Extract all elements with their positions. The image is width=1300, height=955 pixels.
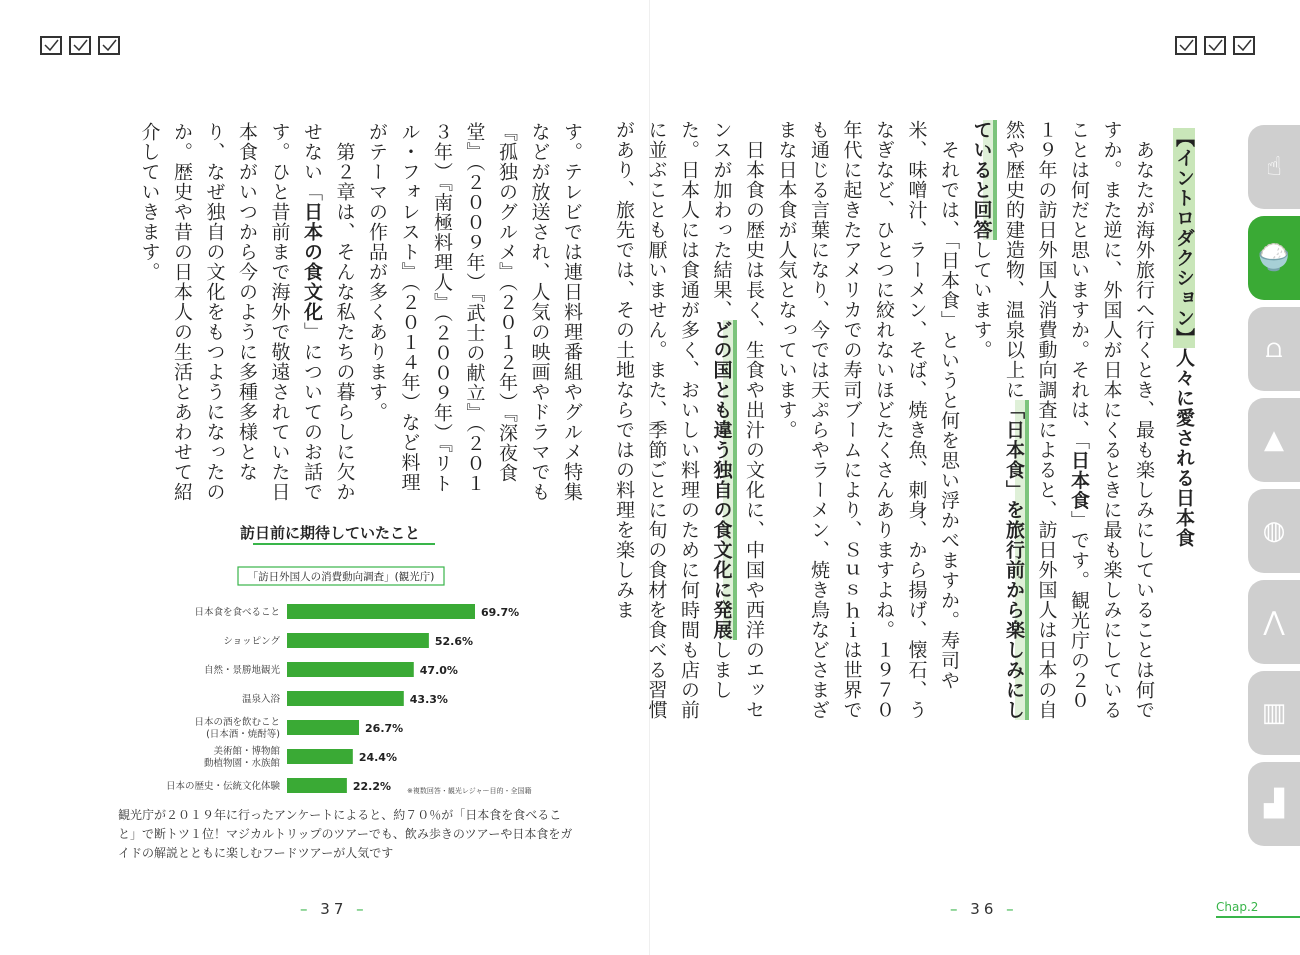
page-number-left: – 37 – — [300, 900, 368, 918]
bar — [287, 778, 347, 793]
bar-value-label: 47.0% — [419, 664, 458, 677]
building-icon: ▥ — [1261, 698, 1287, 728]
bar-value-label: 52.6% — [434, 635, 474, 648]
tab-globe[interactable] — [1248, 489, 1300, 573]
chart-title: 訪日前に期待していたこと — [239, 524, 421, 542]
highlight-phrase-2: どの国とも違う独自の食文化に発展 — [711, 320, 737, 640]
tab-food[interactable] — [1248, 216, 1300, 300]
checkbox-icon — [98, 36, 120, 55]
bar-value-label: 43.3% — [409, 693, 448, 706]
bar — [287, 691, 404, 706]
left-body-text — [133, 122, 588, 512]
praying-hands-icon: ⋀ — [1263, 607, 1285, 637]
category-label: 自然・景勝地観光 — [203, 665, 280, 676]
category-label: ショッピング — [223, 636, 280, 647]
body-paragraph-2: 第２章は、そんな私たちの暮らしに欠かせない「 — [301, 122, 356, 502]
headline-title: 人々に愛される日本食 — [1173, 348, 1195, 548]
tab-mountain[interactable] — [1248, 398, 1300, 482]
page-number-value: 36 — [970, 900, 998, 918]
paragraph-1e: しています。 — [970, 240, 993, 360]
chart-subtitle: 「訪日外国人の消費動向調査」(観光庁) — [247, 571, 435, 583]
category-label: 温泉入浴 — [241, 694, 280, 705]
page-number-right: – 36 – — [950, 900, 1018, 918]
chapter-tabs — [1248, 125, 1300, 853]
bar — [287, 633, 429, 648]
checkbox-icon — [40, 36, 62, 55]
section-headline — [1168, 128, 1200, 548]
checkbox-icons — [40, 36, 120, 55]
bar — [287, 749, 353, 764]
bold-nihonshoku: 日本食 — [1068, 450, 1090, 511]
checkbox-icon — [1175, 36, 1197, 55]
category-label: 動植物園・水族館 — [203, 758, 280, 769]
right-page — [613, 0, 1300, 955]
hand-icon: ☝ — [1266, 152, 1282, 182]
chart-note: ※複数回答・観光レジャー目的・全国籍 — [407, 787, 532, 795]
paragraph-1c: 」です。観光庁の２０１９年の訪日外国人消費動向調査によると、訪日外国人は日本の自然や歴史的建造物、温泉以上に — [1003, 120, 1090, 720]
paragraph-3a: 日本食の歴史は長く、生食や出汁の文化に、中国や西洋のエッセンスが加わった結果、 — [710, 120, 765, 720]
category-label: (日本酒・焼酎等) — [206, 729, 280, 740]
category-label: 美術館・博物館 — [213, 746, 280, 757]
stairs-icon: ▟ — [1264, 789, 1284, 819]
paragraph-2: それでは、「日本食」というと何を思い浮かべますか。寿司や米、味噌汁、ラーメン、そば、焼き魚、刺身、から揚げ、懐石、うなぎなど、ひとつに絞れないほどたくさんありますよね。１９７０年代に起きたアメリカでの寿司ブームにより、Ｓｕｓｈｉは世界でも通じる言葉になり、今では天ぷらやラーメン、焼き鳥などさまざまな日本食が人気となっています。 — [775, 120, 960, 720]
globe-icon: ◍ — [1262, 516, 1286, 546]
bar-value-label: 69.7% — [481, 606, 520, 619]
category-label: 日本の酒を飲むこと — [194, 717, 280, 728]
tab-stairs[interactable] — [1248, 762, 1300, 846]
chart-caption: 観光庁が２０１９年に行ったアンケートによると、約７０％が「日本食を食べること」で断トツ１位！マジカルトリップのツアーでも、飲み歩きのツアーや日本食をガイドの解説とともに楽しむフードツアーが人気です — [118, 808, 573, 860]
bar — [287, 604, 475, 619]
chapter-underline — [1216, 916, 1300, 918]
sandals-icon: ⩍ — [1265, 333, 1283, 364]
tab-sandals[interactable] — [1248, 307, 1300, 391]
bar — [287, 662, 414, 677]
body-paragraph-1: す。テレビでは連日料理番組やグルメ特集などが放送され、人気の映画やドラマでも『孤独のグルメ』（２０１２年）『深夜食堂』（２００９年）『武士の献立』（２０１３年）『南極料理人』（２００９年）『リトル・フォレスト』（２０１４年）など料理がテーマの作品が多くあります。 — [366, 122, 583, 502]
bar-value-label: 24.4% — [358, 751, 397, 764]
highlight-phrase-1: 「日本食」を旅行前から楽しみにしていると回答 — [971, 120, 1030, 720]
rice-bowl-icon: 🍚 — [1257, 243, 1291, 273]
checkbox-icons — [1175, 36, 1255, 55]
bold-phrase: 日本の食文化 — [301, 202, 323, 322]
bar-value-label: 26.7% — [365, 722, 404, 735]
category-label: 日本食を食べること — [194, 607, 280, 618]
tab-prayer[interactable] — [1248, 580, 1300, 664]
category-label: 日本の歴史・伝統文化体験 — [165, 781, 280, 792]
bar — [287, 720, 359, 735]
checkbox-icon — [69, 36, 91, 55]
paragraph-1a: あなたが海外旅行へ行くとき、最も楽しみにしていることは何ですか。また逆に、外国人が日本にくるときに最も楽しみにしていることは何だと思いますか。それは、「 — [1068, 120, 1155, 720]
body-paragraph-2b: 」についてのお話です。ひと昔前まで海外で敬遠されていた日本食がいつから今のように多種多様となり、なぜ独自の文化をもつようになったのか。歴史や昔の日本人の生活とあわせて紹介していきます。 — [138, 122, 323, 502]
checkbox-icon — [1233, 36, 1255, 55]
right-body-text — [608, 120, 1161, 730]
expectation-bar-chart — [150, 512, 580, 802]
tab-hand[interactable] — [1248, 125, 1300, 209]
bar-value-label: 22.2% — [352, 780, 392, 793]
headline-label: 【イントロダクション】 — [1173, 128, 1195, 348]
mountain-icon: ▲ — [1264, 425, 1284, 455]
page-number-value: 37 — [320, 900, 348, 918]
tab-building[interactable] — [1248, 671, 1300, 755]
paragraph-3c: しました。日本人には食通が多く、おいしい料理のために何時間も店の前に並ぶことも厭いません。また、季節ごとに旬の食材を食べる習慣があり、旅先では、その土地ならではの料理を楽しみま — [613, 120, 733, 720]
checkbox-icon — [1204, 36, 1226, 55]
chapter-label: Chap.2 — [1216, 900, 1259, 914]
